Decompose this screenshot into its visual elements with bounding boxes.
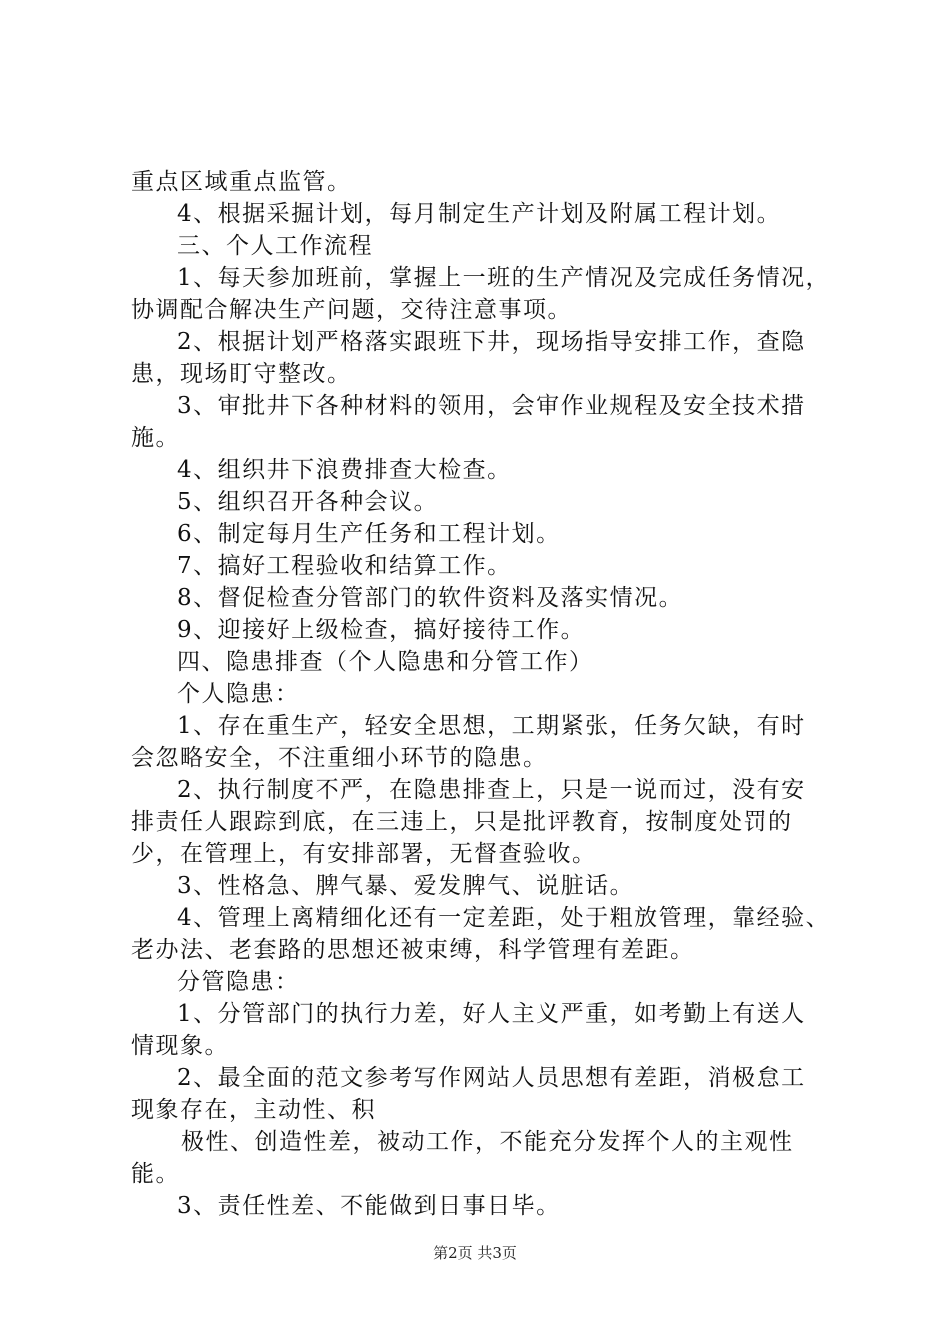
text-line: 4、组织井下浪费排查大检查。	[177, 457, 512, 483]
text-line: 3、审批井下各种材料的领用，会审作业规程及安全技术措	[177, 393, 806, 419]
text-line: 会忽略安全，不注重细小环节的隐患。	[131, 745, 548, 771]
document-body	[131, 166, 851, 1222]
text-line: 6、制定每月生产任务和工程计划。	[177, 521, 561, 547]
text-line: 1、每天参加班前，掌握上一班的生产情况及完成任务情况，	[177, 265, 831, 291]
text-line: 2、根据计划严格落实跟班下井，现场指导安排工作，查隐	[177, 329, 806, 355]
text-line: 极性、创造性差，被动工作，不能充分发挥个人的主观性	[181, 1129, 794, 1155]
text-line: 7、搞好工程验收和结算工作。	[177, 553, 512, 579]
text-line: 4、管理上离精细化还有一定差距，处于粗放管理，靠经验、	[177, 905, 831, 931]
text-line: 重点区域重点监管。	[131, 169, 352, 195]
text-line: 施。	[131, 425, 180, 451]
text-line: 少，在管理上，有安排部署，无督查验收。	[131, 841, 597, 867]
text-line: 三、个人工作流程	[177, 233, 373, 259]
text-line: 2、最全面的范文参考写作网站人员思想有差距，消极怠工	[177, 1065, 806, 1091]
text-line: 分管隐患：	[177, 969, 300, 995]
text-line: 1、存在重生产，轻安全思想，工期紧张，任务欠缺，有时	[177, 713, 806, 739]
text-line: 协调配合解决生产问题，交待注意事项。	[131, 297, 572, 323]
page-footer: 第2页 共3页	[433, 1244, 517, 1262]
text-line: 9、迎接好上级检查，搞好接待工作。	[177, 617, 586, 643]
text-line: 四、隐患排查（个人隐患和分管工作）	[177, 649, 594, 675]
text-line: 能。	[131, 1161, 180, 1187]
text-line: 3、责任性差、不能做到日事日毕。	[177, 1193, 561, 1219]
text-line: 2、执行制度不严，在隐患排查上，只是一说而过，没有安	[177, 777, 806, 803]
text-line: 8、督促检查分管部门的软件资料及落实情况。	[177, 585, 684, 611]
text-line: 情现象。	[131, 1033, 229, 1059]
text-line: 3、性格急、脾气暴、爱发脾气、说脏话。	[177, 873, 635, 899]
text-line: 排责任人跟踪到底，在三违上，只是批评教育，按制度处罚的	[131, 809, 793, 835]
text-line: 4、根据采掘计划，每月制定生产计划及附属工程计划。	[177, 201, 782, 227]
text-line: 患，现场盯守整改。	[131, 361, 352, 387]
text-line: 1、分管部门的执行力差，好人主义严重，如考勤上有送人	[177, 1001, 806, 1027]
text-line: 现象存在，主动性、积	[131, 1097, 376, 1123]
text-line: 老办法、老套路的思想还被束缚，科学管理有差距。	[131, 937, 695, 963]
text-line: 5、组织召开各种会议。	[177, 489, 439, 515]
text-line: 个人隐患：	[177, 681, 300, 707]
